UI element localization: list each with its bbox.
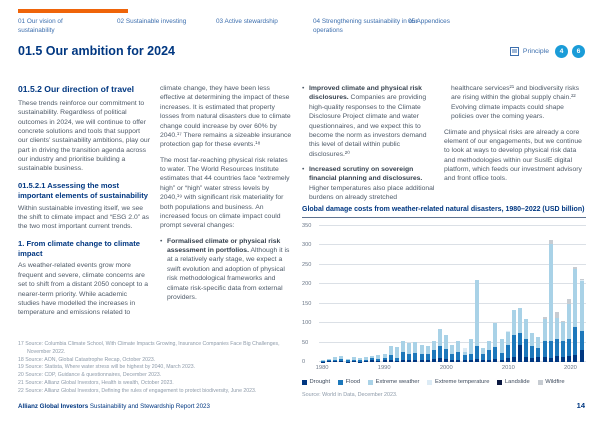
bar-segment (518, 333, 522, 345)
y-tick-label: 0 (302, 359, 306, 365)
bar-segment (500, 339, 504, 353)
bar-1980 (321, 360, 325, 362)
bar-2014 (530, 333, 534, 363)
principle-badge-6: 6 (572, 45, 585, 58)
bullet-rest: Companies are providing high-quality responses to the Climate Disclosure Project climate and water questionnaires, and we expect this to become the norm as investors demand this level of detail within public disclosures.²⁰ (309, 94, 427, 158)
bullet-item (302, 165, 438, 203)
bar-1988 (370, 356, 374, 362)
bar-segment (549, 244, 553, 341)
y-tick-label: 250 (302, 261, 312, 268)
bar-1982 (333, 357, 337, 362)
chart-title: Global damage costs from weather-related natural disasters, 1980–2022 (USD billion) (302, 206, 585, 213)
text-column-3 (302, 84, 438, 209)
bar-segment (530, 333, 534, 347)
bar-segment (407, 360, 411, 362)
principle-badge-4: 4 (555, 45, 568, 58)
y-tick-label: 200 (302, 281, 312, 288)
bar-segment (463, 360, 467, 362)
bar-segment (444, 359, 448, 362)
bar-segment (512, 310, 516, 335)
bar-1981 (327, 359, 331, 362)
bar-segment (536, 337, 540, 348)
bullet-text (309, 165, 438, 203)
bar-segment (573, 269, 577, 327)
bar-segment (432, 350, 436, 359)
bar-segment (561, 357, 565, 362)
bar-segment (567, 304, 571, 339)
bar-segment (536, 357, 540, 362)
bar-segment (506, 358, 510, 362)
page-title: 01.5 Our ambition for 2024 (18, 44, 175, 58)
bar-segment (376, 361, 380, 362)
bar-segment (426, 346, 430, 354)
legend-item-drought (302, 379, 330, 385)
footnote-21: 21 Source: Allianz Global Investors, Health is wealth, October 2023. (18, 379, 174, 386)
bar-1989 (376, 355, 380, 362)
footer-brand: Allianz Global Investors (18, 403, 89, 410)
bullet-rest: Higher temperatures also place additional burdens on already stretched (309, 184, 435, 202)
bar-1987 (364, 357, 368, 362)
bar-segment (573, 327, 577, 355)
bar-segment (407, 343, 411, 354)
legend-swatch (338, 380, 343, 385)
bar-1986 (358, 358, 362, 362)
paragraph: These trends reinforce our commitment to sustainability. Regardless of political outcomes in 2024, we will continue to offer concrete solutions and tools that support our clients’ sustainability ambitions, play our part in driving the transition agenda across our industry and prioritise building a sustainable business. (18, 99, 150, 173)
bar-segment (450, 360, 454, 362)
bar-1990 (383, 354, 387, 362)
legend-item-landslide (497, 379, 529, 385)
bar-segment (352, 361, 356, 362)
y-tick-label: 50 (302, 339, 309, 346)
bar-segment (432, 341, 436, 351)
bar-segment (420, 345, 424, 354)
legend-label: Wildfire (545, 379, 565, 385)
chart-legend (302, 379, 586, 385)
bar-2007 (487, 341, 491, 362)
bar-2003 (463, 348, 467, 362)
bar-segment (469, 360, 473, 362)
text-column-1 (18, 84, 150, 324)
x-tick-label: 1990 (377, 365, 391, 371)
bar-segment (512, 357, 516, 362)
bar-segment (530, 346, 534, 358)
paragraph: Climate and physical risks are already a core element of our engagements, but we continue to look at ways to develop physical risk data and methodologies within our SusIE digital platform, which feeds our investment advisory and front office tools. (444, 128, 582, 183)
chart-weather-disasters (302, 206, 586, 398)
bar-1992 (395, 347, 399, 362)
bar-segment (555, 312, 559, 319)
legend-label: Drought (309, 379, 331, 385)
nav-item-5[interactable]: 05 Appendices (408, 18, 450, 25)
bullet-text (309, 84, 438, 159)
bar-segment (438, 329, 442, 346)
nav-item-4[interactable]: 04 Strengthening sustainability in our operations (313, 18, 418, 34)
chart-source: Source: World in Data, December 2023. (302, 392, 398, 398)
bar-2013 (524, 319, 528, 362)
text-column-2 (160, 84, 292, 308)
bar-2018 (555, 312, 559, 363)
bar-segment (389, 346, 393, 355)
report-footer (18, 403, 210, 410)
bar-segment (580, 281, 584, 331)
footer-report-title: Sustainability and Stewardship Report 2023 (88, 403, 210, 410)
bar-segment (389, 360, 393, 362)
bar-segment (469, 339, 473, 355)
bar-2000 (444, 335, 448, 362)
bar-segment (475, 346, 479, 358)
bar-2017 (549, 240, 553, 362)
bar-2004 (469, 339, 473, 362)
bar-segment (567, 356, 571, 362)
bar-2001 (450, 345, 454, 362)
bar-segment (487, 350, 491, 359)
bar-segment (518, 345, 522, 362)
bar-1991 (389, 346, 393, 362)
bar-1984 (346, 359, 350, 362)
bar-segment (530, 358, 534, 362)
bar-2022 (580, 279, 584, 362)
principle-icon (510, 47, 519, 56)
footnote-19: 19 Source: Statista, Where water stress will be highest by 2040, March 2023. (18, 364, 196, 371)
bar-2015 (536, 337, 540, 362)
legend-label: Extreme weather (375, 379, 420, 385)
legend-swatch (302, 380, 307, 385)
bar-segment (413, 342, 417, 353)
bar-segment (536, 348, 540, 358)
bullet-lead: Formalised climate or physical risk assessment in portfolios. (167, 237, 281, 254)
chart-plot (302, 223, 586, 365)
bar-2005 (475, 280, 479, 362)
bar-segment (524, 319, 528, 338)
bullet-rest: Although it is at a relatively early stage, we expect a swift evolution and adoption of physical risk methodological frameworks and climate risk-specific data from external providers. (167, 247, 290, 301)
bar-segment (561, 341, 565, 358)
bar-segment (333, 361, 337, 362)
x-tick-label: 2010 (501, 365, 515, 371)
bar-1983 (339, 356, 343, 362)
bar-segment (432, 359, 436, 362)
page-number: 14 (576, 401, 585, 410)
bar-segment (580, 331, 584, 350)
legend-label: Flood (345, 379, 361, 385)
bar-segment (456, 352, 460, 360)
bar-segment (481, 360, 485, 362)
subsection-heading: 01.5.2.1 Assessing the most important elements of sustainability (18, 180, 148, 200)
nav-item-3[interactable]: 03 Active stewardship (216, 18, 278, 25)
bullet-marker: • (160, 237, 163, 245)
bullet-text (167, 237, 292, 303)
bar-segment (413, 360, 417, 362)
bar-segment (438, 358, 442, 362)
bar-1998 (432, 341, 436, 362)
x-tick-label: 1980 (315, 365, 329, 371)
chart-title-rule (302, 217, 586, 218)
bar-2009 (500, 339, 504, 362)
bar-segment (555, 339, 559, 356)
bar-segment (364, 361, 368, 362)
subsection-heading: 1. From climate change to climate impact (18, 238, 140, 258)
nav-item-1[interactable]: 01 Our vision of sustainability (18, 18, 63, 34)
legend-swatch (497, 380, 502, 385)
principle-label: Principle (522, 48, 549, 55)
bar-segment (493, 347, 497, 359)
bar-segment (370, 360, 374, 362)
footnote-20: 20 Source: CDP, Guidance & questionnaires, December 2023. (18, 372, 162, 379)
bar-segment (413, 353, 417, 360)
bullet-lead: Improved climate and physical risk disclosures. (309, 85, 422, 102)
bar-segment (450, 345, 454, 354)
bar-1999 (438, 329, 442, 362)
bar-2002 (456, 341, 460, 362)
section-heading: 01.5.2 Our direction of travel (18, 84, 135, 94)
y-tick-label: 300 (302, 242, 312, 249)
bar-segment (401, 341, 405, 353)
paragraph: climate change, they have been less effective at determining the impact of these increases. It is estimated that property losses from natural disasters due to climate change could increase by over 60% by 2040.¹⁷ There remains a sizeable insurance protection gap for these events.¹⁸ (160, 85, 292, 149)
y-tick-label: 350 (302, 223, 312, 229)
bullet-marker: • (302, 166, 305, 173)
legend-item-flood (338, 379, 360, 385)
bar-segment (549, 341, 553, 358)
bar-segment (543, 357, 547, 362)
x-tick-label: 2000 (439, 365, 453, 371)
bar-segment (401, 352, 405, 360)
paragraph: Within sustainable investing itself, we see the shift to climate impact and “ESG 2.0” as the two most important current trends. (18, 204, 150, 231)
bullet-item (160, 237, 292, 303)
bar-segment (395, 347, 399, 357)
bar-segment (567, 339, 571, 356)
bullet-item (302, 84, 438, 159)
bar-2019 (561, 321, 565, 362)
bar-segment (395, 361, 399, 362)
bar-segment (444, 349, 448, 359)
bar-1985 (352, 357, 356, 362)
footnote-17: 17 Source: Columbia Climate School, With Climate Impacts Growing, Insurance Companies Face Big Challenges, November 2022. (18, 341, 280, 355)
paragraph: As weather-related events grow more frequent and severe, climate concerns are set to shift from a distant 2050 concept to a nearer-term priority. While academic studies have modelled the increases in temperature and emissions related to (18, 262, 148, 317)
bar-segment (506, 345, 510, 359)
bar-segment (438, 346, 442, 358)
legend-swatch (538, 380, 543, 385)
bar-1994 (407, 343, 411, 362)
legend-label: Extreme temperature (434, 379, 490, 385)
bar-segment (543, 341, 547, 358)
y-tick-label: 150 (302, 300, 312, 307)
bar-segment (555, 356, 559, 362)
bar-segment (524, 339, 528, 358)
footnote-22: 22 Source: Allianz Global Investors, Defining the rules of engagement to protect biodiversity, June 2023. (18, 387, 257, 394)
bar-segment (339, 361, 343, 362)
bar-segment (493, 359, 497, 362)
chart-bars (321, 226, 584, 362)
active-section-indicator (18, 9, 128, 13)
bar-2010 (506, 331, 510, 362)
bar-segment (543, 319, 547, 341)
bar-2021 (573, 267, 577, 362)
legend-label: Landslide (504, 379, 530, 385)
bar-2008 (493, 323, 497, 362)
bar-segment (506, 332, 510, 344)
principle-row (510, 45, 585, 58)
bar-2011 (512, 310, 516, 362)
bar-segment (456, 341, 460, 352)
legend-item-extreme-weather (368, 379, 419, 385)
footnote-18: 18 Source: AON, Global Catastrophe Recap, October 2023. (18, 356, 156, 363)
bar-segment (475, 359, 479, 362)
bar-segment (475, 280, 479, 346)
bar-1995 (413, 342, 417, 362)
y-tick-label: 100 (302, 320, 312, 327)
paragraph: healthcare services²¹ and biodiversity risks are rising within the global supply chain.²² Evolving climate impacts could shape policies over the coming years. (451, 85, 580, 121)
bar-1996 (420, 345, 424, 362)
bar-segment (555, 318, 559, 338)
bar-segment (493, 323, 497, 347)
bar-1993 (401, 341, 405, 362)
bar-segment (487, 341, 491, 351)
legend-swatch (427, 380, 432, 385)
bar-segment (426, 360, 430, 362)
footnotes (18, 341, 304, 396)
bar-segment (327, 361, 331, 362)
bar-1997 (426, 346, 430, 362)
bar-segment (500, 360, 504, 362)
paragraph: The most far-reaching physical risk relates to water. The World Resources Institute estimates that 44 countries face “extremely high” or “high” water stress levels by 2040,¹⁹ with significant risk materiality for both populations and business. An increased focus on climate impact could prompt several changes: (160, 156, 290, 230)
bar-segment (456, 360, 460, 362)
bar-segment (573, 355, 577, 362)
bar-2006 (481, 348, 485, 362)
text-column-4 (444, 84, 584, 190)
x-tick-label: 2020 (564, 365, 577, 371)
bar-segment (401, 360, 405, 362)
bar-segment (420, 360, 424, 362)
bar-segment (444, 335, 448, 349)
bar-segment (512, 335, 516, 357)
bar-2016 (543, 317, 547, 362)
bar-segment (561, 322, 565, 340)
chart-x-axis (315, 365, 586, 374)
bar-2020 (567, 299, 571, 362)
bar-segment (487, 360, 491, 362)
bullet-lead: Increased scrutiny on sovereign financial planning and disclosures. (309, 166, 423, 183)
bar-segment (549, 358, 553, 362)
nav-item-2[interactable]: 02 Sustainable investing (117, 18, 187, 25)
bar-segment (580, 350, 584, 362)
bar-segment (383, 360, 387, 362)
bar-2012 (518, 308, 522, 362)
bar-segment (518, 308, 522, 333)
legend-swatch (368, 380, 373, 385)
bullet-marker: • (302, 85, 305, 92)
legend-item-extreme-temperature (427, 379, 489, 385)
bar-segment (524, 357, 528, 362)
legend-item-wildfire (538, 379, 565, 385)
bar-segment (500, 353, 504, 360)
